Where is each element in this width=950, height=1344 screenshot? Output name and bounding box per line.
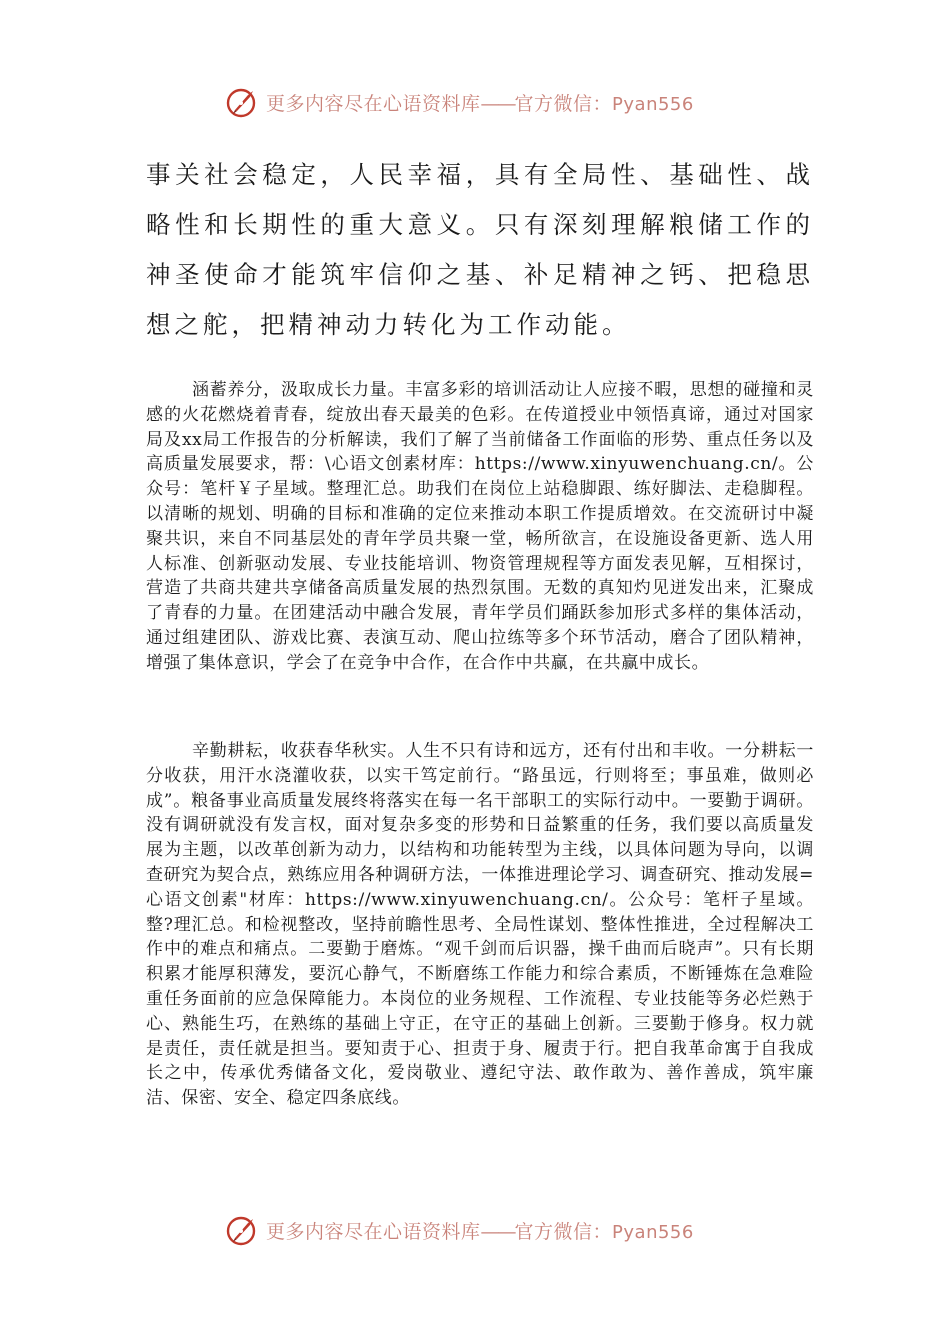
footer-library-name: 更多内容尽在心语资料库 — [266, 1220, 481, 1243]
header-official-label: 官方微信： — [514, 92, 613, 115]
pen-nib-circle-icon — [226, 85, 260, 119]
lead-paragraph: 事关社会稳定，人民幸福，具有全局性、基础性、战略性和长期性的重大意义。只有深刻理解粮储工作的神圣使命才能筑牢信仰之基、补足精神之钙、把稳思想之舵，把精神动力转化为工作动能。 — [146, 160, 814, 339]
header-account: Pyan556 — [612, 93, 694, 115]
body-paragraph-1: 涵蓄养分，汲取成长力量。丰富多彩的培训活动让人应接不暇，思想的碰撞和灵感的火花燃烧着青春，绽放出春天最美的色彩。在传道授业中领悟真谛，通过对国家局及xx局工作报告的分析解读，我们了解了当前储备工作面临的形势、重点任务以及高质量发展要求，帮：\心语文创素材库：https://www.xinyuwenchuang.cn/。公众号：笔杆￥子星域。整理汇总。助我们在岗位上站稳脚跟、练好脚法、走稳脚程。以清晰的规划、明确的目标和准确的定位来推动本职工作提质增效。在交流研讨中凝聚共识，来自不同基层处的青年学员共聚一堂，畅所欲言，在设施设备更新、选人用人标准、创新驱动发展、专业技能培训、物资管理规程等方面发表见解，互相探讨，营造了共商共建共享储备高质量发展的热烈氛围。无数的真知灼见迸发出来，汇聚成了青春的力量。在团建活动中融合发展，青年学员们踊跃参加形式多样的集体活动，通过组建团队、游戏比赛、表演互动、爬山拉练等多个环节活动，磨合了团队精神，增强了集体意识，学会了在竞争中合作，在合作中共赢，在共赢中成长。 — [146, 380, 814, 673]
footer-banner — [226, 1210, 746, 1250]
footer-separator: —— — [480, 1220, 515, 1243]
body-paragraph-2: 辛勤耕耘，收获春华秋实。人生不只有诗和远方，还有付出和丰收。一分耕耘一分收获，用汗水浇灌收获，以实干笃定前行。“路虽远，行则将至；事虽难，做则必成”。粮备事业高质量发展终将落实在每一名干部职工的实际行动中。一要勤于调研。没有调研就没有发言权，面对复杂多变的形势和日益繁重的任务，我们要以高质量发展为主题，以改革创新为动力，以结构和功能转型为主线，以具体问题为导向，以调查研究为契合点，熟练应用各种调研方法，一体推进理论学习、调查研究、推动发展=心语文创素"材库：https://www.xinyuwenchuang.cn/。公众号：笔杆子星域。整?理汇总。和检视整改，坚持前瞻性思考、全局性谋划、整体性推进，全过程解决工作中的难点和痛点。二要勤于磨炼。“观千剑而后识器，操千曲而后晓声”。只有长期积累才能厚积薄发，要沉心静气，不断磨练工作能力和综合素质，不断锤炼在急难险重任务面前的应急保障能力。本岗位的业务规程、工作流程、专业技能等务必烂熟于心、熟能生巧，在熟练的基础上守正，在守正的基础上创新。三要勤于修身。权力就是责任，责任就是担当。要知责于心、担责于身、履责于行。把自我革命寓于自我成长之中，传承优秀储备文化，爱岗敬业、遵纪守法、敢作敢为、善作善成，筑牢廉洁、保密、安全、稳定四条底线。 — [146, 741, 814, 1109]
pen-nib-circle-icon — [226, 1213, 260, 1247]
header-separator: —— — [480, 92, 515, 115]
footer-account: Pyan556 — [612, 1221, 694, 1243]
footer-banner-text — [266, 1217, 694, 1244]
header-banner — [226, 82, 746, 122]
header-banner-text — [266, 89, 694, 116]
footer-official-label: 官方微信： — [514, 1220, 613, 1243]
header-library-name: 更多内容尽在心语资料库 — [266, 92, 481, 115]
